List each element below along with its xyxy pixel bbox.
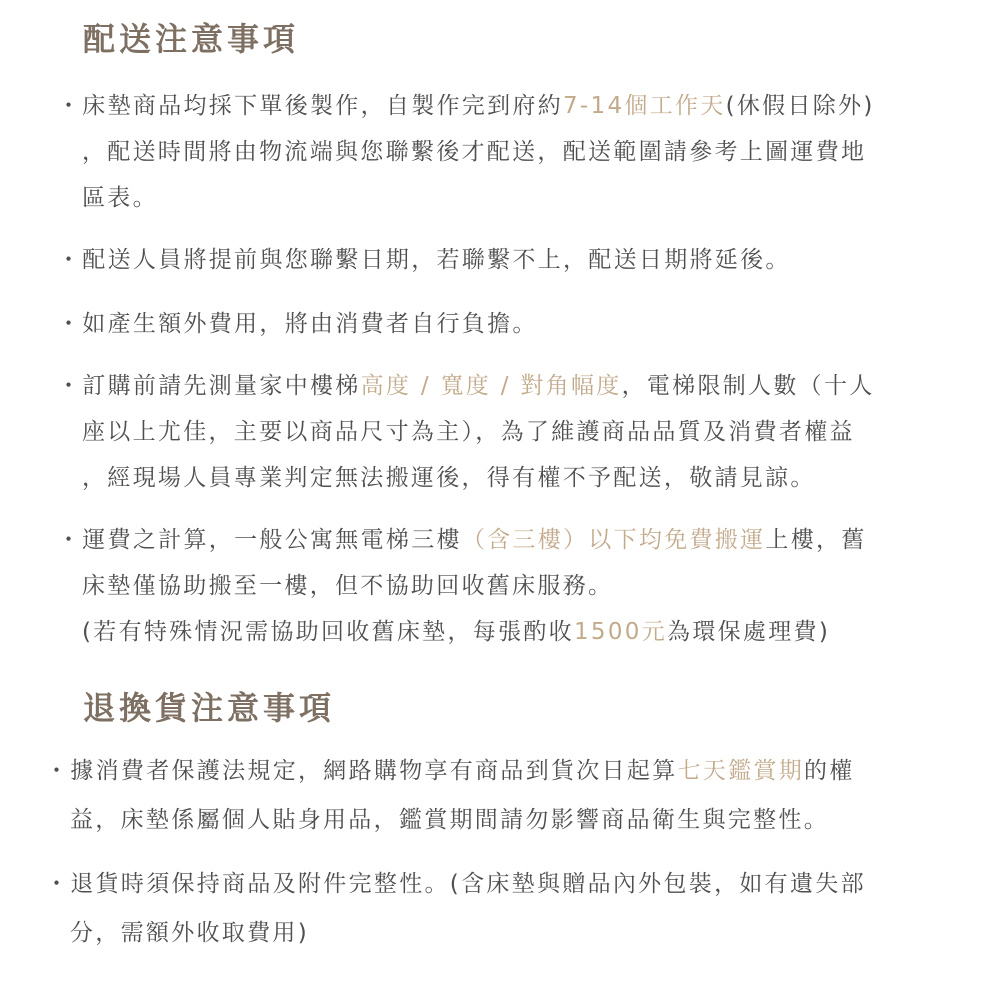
text-segment: ，配送時間將由物流端與您聯繫後才配送，配送範圍請參考上圖運費地 <box>82 139 867 165</box>
text-line <box>57 249 791 272</box>
highlight-text: 1500元 <box>573 619 668 645</box>
text-segment: ・如產生額外費用，將由消費者自行負擔。 <box>57 311 538 337</box>
text-line <box>70 922 309 945</box>
returns-notes-title: 退換貨注意事項 <box>83 689 336 727</box>
highlight-text: 高度 / 寬度 / 對角幅度 <box>360 373 622 399</box>
text-segment: 益，床墊係屬個人貼身用品，鑑賞期間請勿影響商品衛生與完整性。 <box>70 807 829 833</box>
text-line <box>57 95 875 118</box>
text-segment: 座以上尤佳，主要以商品尺寸為主），為了維護商品品質及消費者權益 <box>82 419 855 445</box>
text-line <box>45 873 866 896</box>
text-line <box>82 575 613 598</box>
delivery-notes-title: 配送注意事項 <box>83 20 300 58</box>
text-segment: ，經現場人員專業判定無法搬運後，得有權不予配送，敬請見諒。 <box>82 465 816 491</box>
text-line <box>70 809 829 832</box>
text-segment: 為環保處理費) <box>667 619 831 645</box>
text-segment: ・訂購前請先測量家中樓梯 <box>57 373 361 399</box>
highlight-text: （含三樓）以下均免費搬運 <box>461 527 766 553</box>
text-segment: 上樓，舊 <box>765 527 867 553</box>
highlight-text: 7-14個工作天 <box>563 93 726 119</box>
text-segment: ・退貨時須保持商品及附件完整性。(含床墊與贈品內外包裝，如有遺失部 <box>45 871 866 897</box>
text-segment: ・配送人員將提前與您聯繫日期，若聯繫不上，配送日期將延後。 <box>57 247 791 273</box>
text-line <box>57 375 875 398</box>
text-segment: 床墊僅協助搬至一樓，但不協助回收舊床服務。 <box>82 573 614 599</box>
text-line <box>82 187 158 210</box>
text-line <box>45 760 855 783</box>
text-line <box>82 467 816 490</box>
text-segment: ・據消費者保護法規定，網路購物享有商品到貨次日起算 <box>45 758 678 784</box>
text-segment: (若有特殊情況需協助回收舊床墊，每張酌收 <box>82 619 574 645</box>
text-segment: (休假日除外) <box>725 93 875 119</box>
text-line <box>57 313 538 336</box>
text-segment: ・運費之計算，一般公寓無電梯三樓 <box>57 527 462 553</box>
text-line <box>82 141 866 164</box>
text-line <box>82 621 830 644</box>
text-segment: ・床墊商品均採下單後製作，自製作完到府約 <box>57 93 563 119</box>
highlight-text: 七天鑑賞期 <box>677 758 804 784</box>
text-segment: 的權 <box>804 758 855 784</box>
text-segment: ，電梯限制人數（十人 <box>621 373 875 399</box>
text-line <box>57 529 867 552</box>
text-line <box>82 421 855 444</box>
text-segment: 分，需額外收取費用) <box>70 920 309 946</box>
text-segment: 區表。 <box>82 185 158 211</box>
